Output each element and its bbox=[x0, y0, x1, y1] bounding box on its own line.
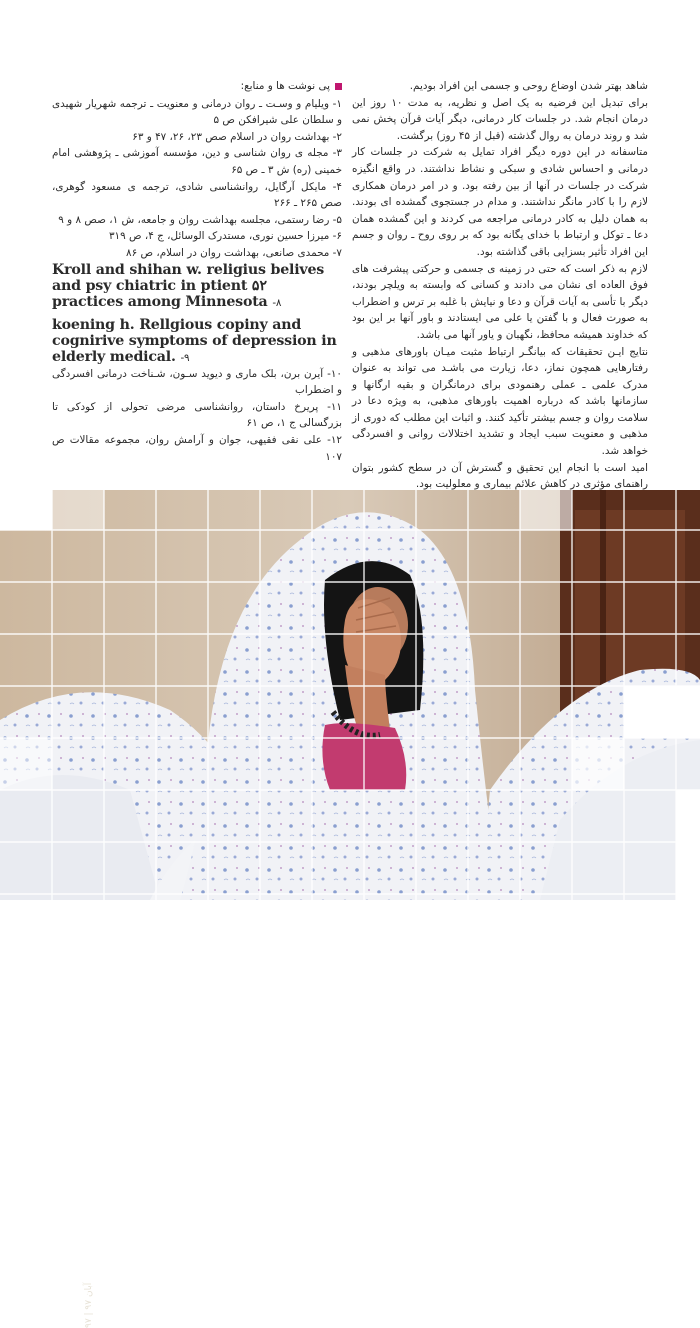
reference-text: Kroll and shihan w. religius belives and psy chiatric in ptient ۵۲ practices among Minnesota bbox=[52, 261, 325, 310]
references-column bbox=[52, 78, 342, 465]
article-body-column bbox=[352, 78, 648, 493]
body-paragraph: متاسفانه در این دوره دیگر افراد تمایل به شرکت در جلسات کار درمانی و احساس شادی و سبکی و نشاط نداشتند. در واقع انگیزه شرکت در جلسات در آنها از بین رفته بود. و در امر درمان همکاری لازم را با کادر مانگر نداشتند. و مدام در جستجوی گمشده ای بودند. به همان دلیل به کادر درمانی مراجعه می کردند و این گمشده همان دعا ـ توکل و ارتباط با خدای یگانه بود که بر روی روح ـ روان و جسم این افراد تأثیر بسزایی باقی گذاشته بود. bbox=[352, 146, 648, 258]
reference-item: ۱- ویلیام و وسـت ـ روان درمانی و معنویت ـ ترجمه شهریار شهیدی و سلطان علی شیرافکن ص ۵ bbox=[52, 97, 342, 127]
reference-item: ۱۲- علی نقی فقیهی، جوان و آرامش روان، مجموعه مقالات ص ۱۰۷ bbox=[52, 433, 342, 463]
praying-woman-photo bbox=[0, 490, 700, 1328]
body-paragraph: نتایج ایـن تحقیقات که بیانگـر ارتباط مثبت میـان باورهای مذهبی و رفتارهایی همچون نماز، دعا، زیارت می باشـد می تواند به عنوان مدرک علمی ـ عملی رهنمودی برای درمانگران و بقیه ارگانها و سازمانها باشد که درباره اهمیت باورهای مذهبی، به ویژه دعا در سلامت روان و جسم بیشتر تأکید کنند. و اثبات این مطلب که دوری از مذهبی و معنویت سبب ایجاد و تشدید اختلالات روانی و افسردگی خواهد شد. bbox=[352, 345, 648, 458]
reference-number: -۸ bbox=[272, 296, 282, 309]
heading-bullet-icon bbox=[335, 83, 342, 90]
reference-item: ۵- رضا رستمی، مجلسه بهداشت روان و جامعه، ش ۱، صص ۸ و ۹ bbox=[58, 213, 342, 226]
photo-illustration bbox=[0, 490, 700, 900]
reference-item-english bbox=[52, 317, 342, 366]
reference-item: ۴- مایکل آرگایل، روانشناسی شادی، ترجمه ی مسعود گوهری، صص ۲۶۵ ـ ۲۶۶ bbox=[52, 180, 342, 210]
body-paragraph: شاهد بهتر شدن اوضاع روحی و جسمی این افراد بودیم. bbox=[409, 80, 648, 92]
reference-item: ۳- مجله ی روان شناسی و دین، مؤسسه آموزشی ـ پژوهشی امام خمینی (ره) ش ۳ ـ ص ۶۵ bbox=[52, 147, 342, 176]
page-folio: ۹۷ | آبان ۹۷ bbox=[84, 1282, 94, 1328]
reference-item: ۲- بهداشت روان در اسلام صص ۲۳، ۲۶، ۴۷ و ۶۳ bbox=[132, 130, 342, 143]
reference-item: ۷- محمدی صانعی، بهداشت روان در اسلام، ص ۸۶ bbox=[126, 246, 342, 259]
reference-number: -۹ bbox=[180, 351, 190, 364]
body-paragraph: برای تبدیل این فرضیه به یک اصل و نظریه، به مدت ۱۰ روز این درمان انجام شد. در جلسات کار درمانی، دیگر آیات قرآن پخش نمی شد و روند درمان به روال گذشته (قبل از ۴۵ روز) برگشت. bbox=[352, 96, 648, 142]
reference-item: ۱۰- آیرن برن، بلک ماری و دیوید سـون، شـناخت درمانی افسردگی و اضطراب bbox=[52, 367, 342, 397]
references-heading bbox=[52, 78, 342, 95]
references-heading-text: پی نوشت ها و منابع: bbox=[240, 80, 330, 92]
reference-item: ۱۱- پریرخ داستان، روانشناسی مرضی تحولی از کودکی تا بزرگسالی ج ۱، ص ۶۱ bbox=[52, 400, 342, 430]
body-paragraph: لازم به ذکر است که حتی در زمینه ی جسمی و حرکتی پیشرفت های فوق العاده ای نشان می دادند و کسانی که وابسته به ویلچر بودند، دیگر با تأسی به آیات قرآن و دعا و نیایش با غلبه بر ترس و اضطراب به صورت فعال و با گفتن یا علی می ایستادند و باور آنها بر این بود که خداوند همیشه محافظ، نگهبان و یاور آنها می باشد. bbox=[352, 262, 648, 341]
body-paragraph: امید است با انجام این تحقیق و گسترش آن در سطح کشور بتوان راهنمای مؤثری در کاهش علائم بیماری و معلولیت بود. bbox=[352, 461, 648, 491]
reference-text: koening h. Rellgious copiny and cognirive symptoms of depression in elderly medical. bbox=[52, 316, 337, 365]
reference-item: ۶- میرزا حسین نوری، مستدرک الوسائل، ج ۴، ص ۳۱۹ bbox=[108, 230, 342, 243]
reference-item-english bbox=[52, 262, 342, 311]
